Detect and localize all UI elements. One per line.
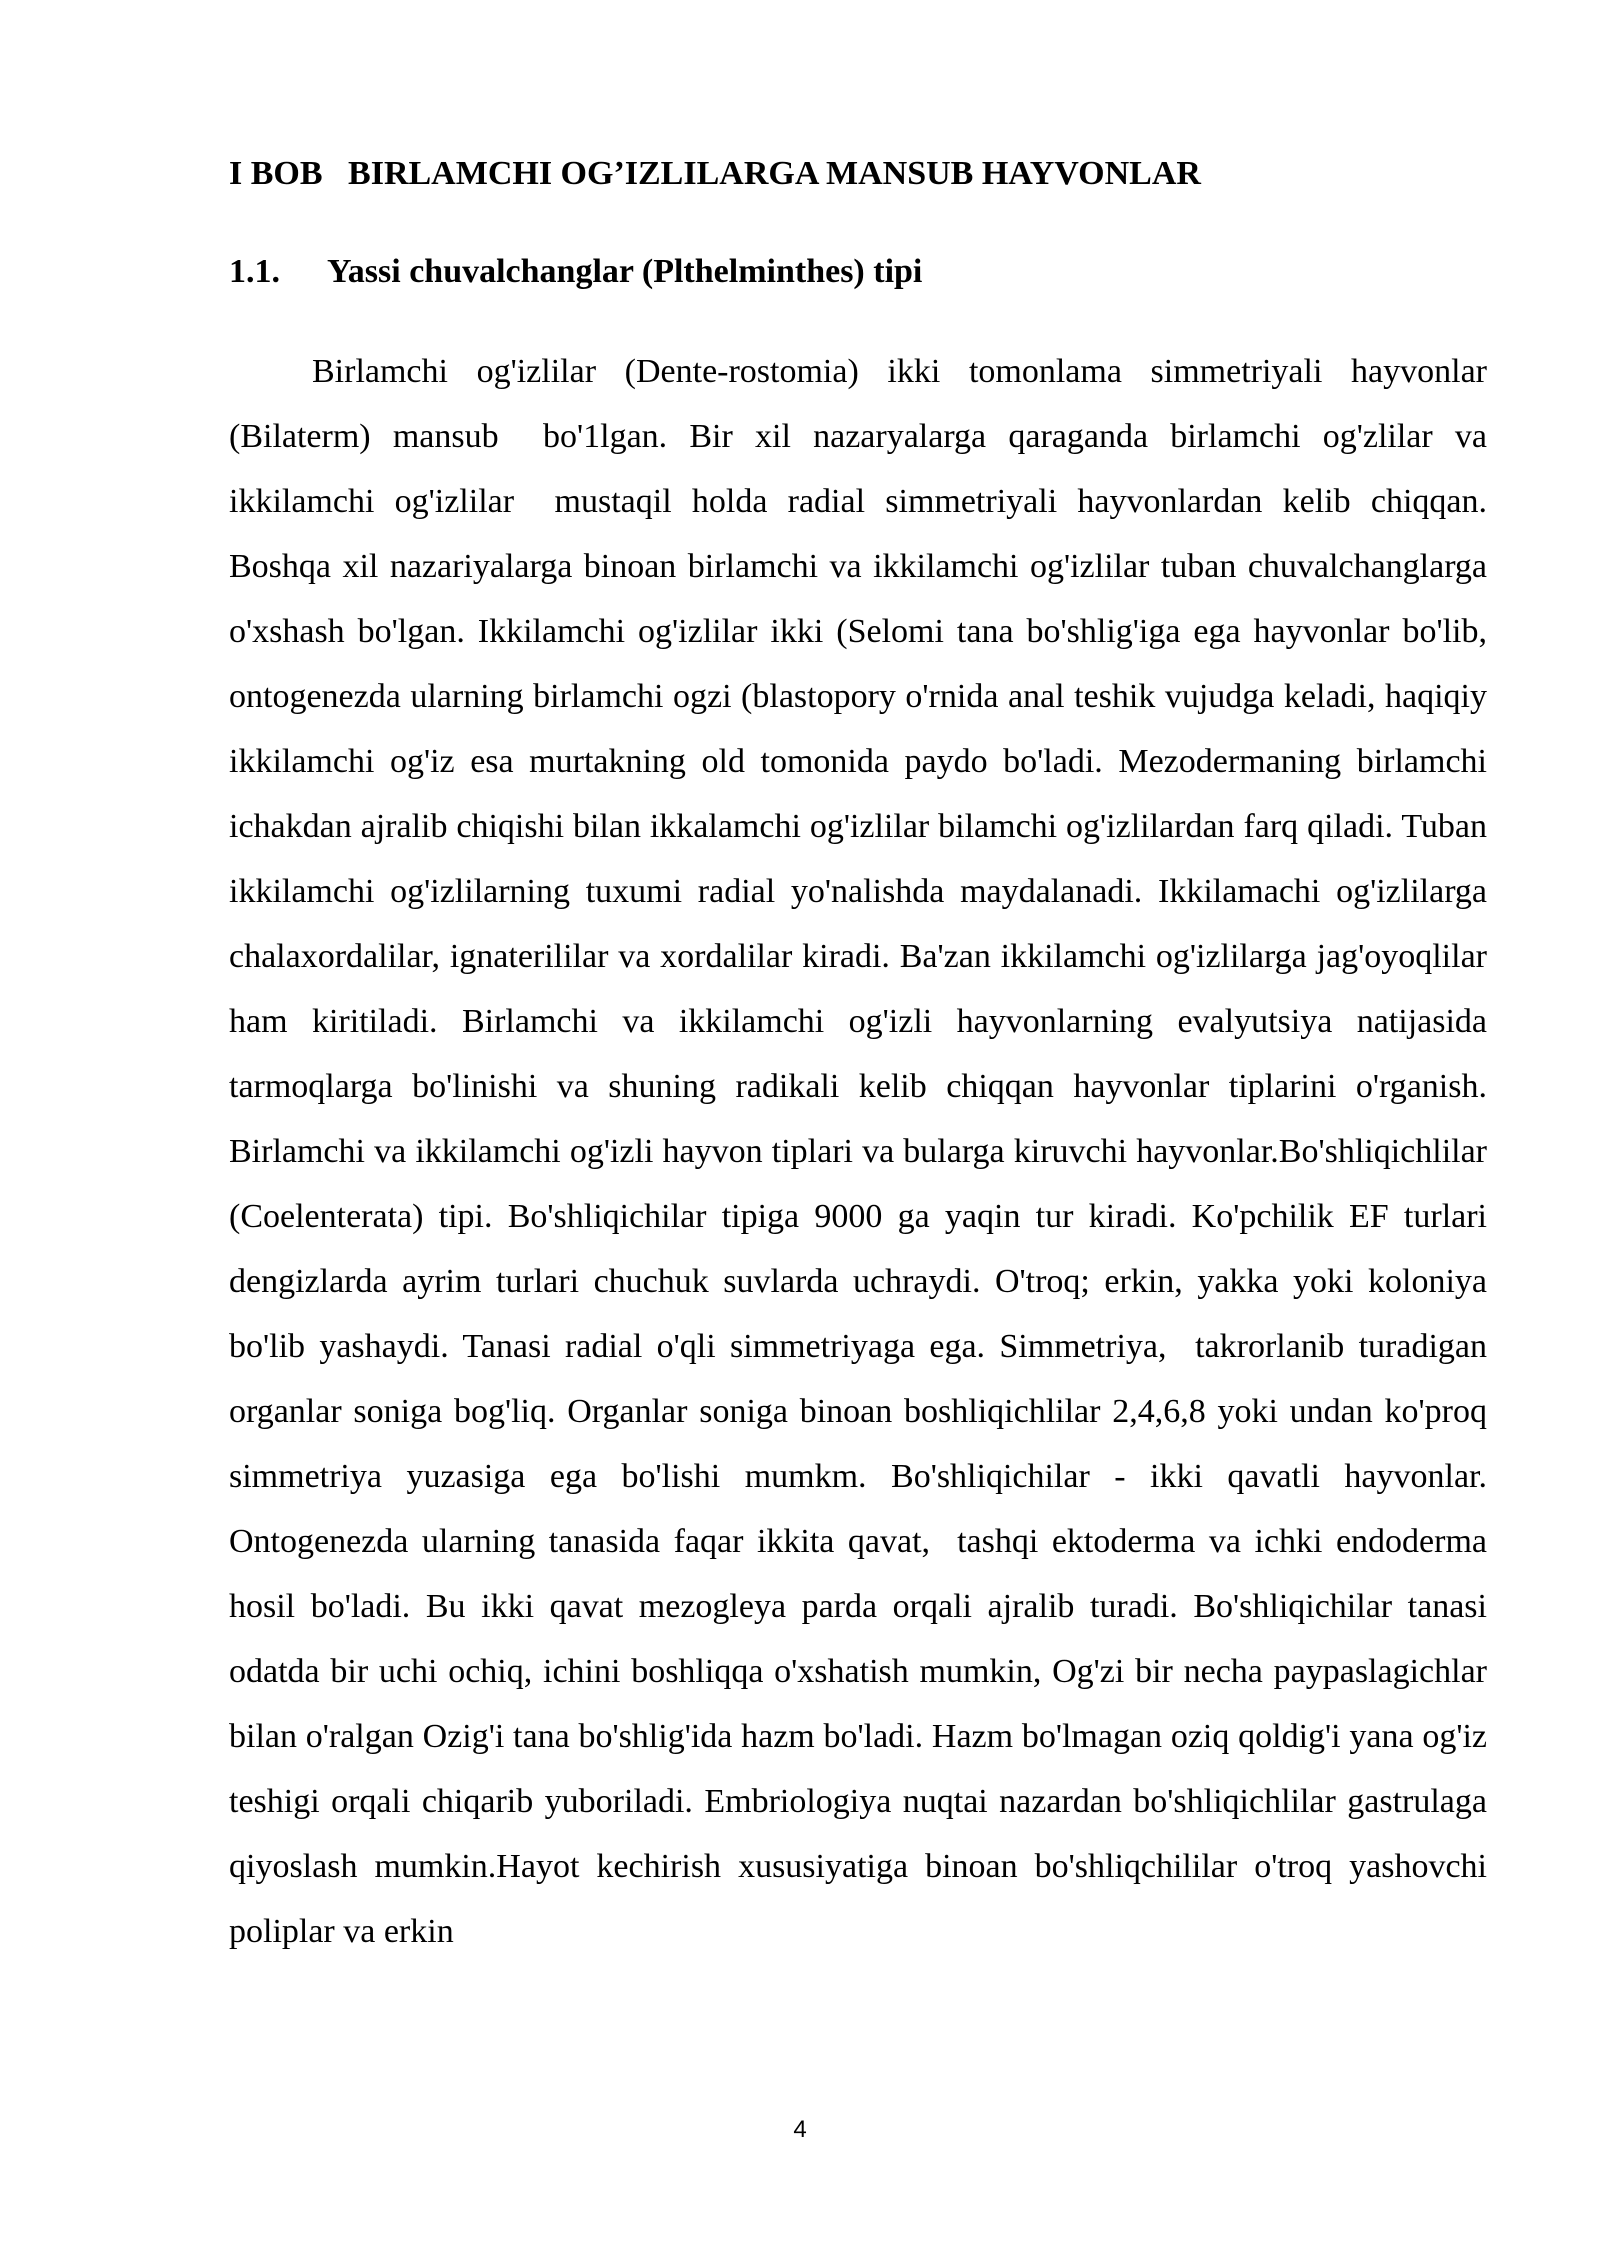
chapter-title: I BOB BIRLAMCHI OG’IZLILARGA MANSUB HAYVONLAR	[229, 155, 1201, 192]
section-title: Yassi chuvalchanglar (Plthelminthes) tipi	[327, 253, 923, 290]
section-heading	[229, 248, 1489, 296]
body-paragraph: Birlamchi og'izlilar (Dente-rostomia) ikki tomonlama simmetriyali hayvonlar (Bilaterm) mansub bo'1lgan. Bir xil nazaryalarga qaraganda birlamchi og'zlilar va ikkilamchi og'izlilar mustaqil holda radial simmetriyali hayvonlardan kelib chiqqan. Boshqa xil nazariyalarga binoan birlamchi va ikkilamchi og'izlilar tuban chuvalchanglarga o'xshash bo'lgan. Ikkilamchi og'izlilar ikki (Selomi tana bo'shlig'iga ega hayvonlar bo'lib, ontogenezda ularning birlamchi ogzi (blastopory o'rnida anal teshik vujudga keladi, haqiqiy ikkilamchi og'iz esa murtakning old tomonida paydo bo'ladi. Mezodermaning birlamchi ichakdan ajralib chiqishi bilan ikkalamchi og'izlilar bilamchi og'izlilardan farq qiladi. Tuban ikkilamchi og'izlilarning tuxumi radial yo'nalishda maydalanadi. Ikkilamachi og'izlilarga chalaxordalilar, ignaterililar va xordalilar kiradi. Ba'zan ikkilamchi og'izlilarga jag'oyoqlilar ham kiritiladi. Birlamchi va ikkilamchi og'izli hayvonlarning evalyutsiya natijasida tarmoqlarga bo'linishi va shuning radikali kelib chiqqan hayvonlar tiplarini o'rganish. Birlamchi va ikkilamchi og'izli hayvon tiplari va bularga kiruvchi hayvonlar.Bo'shliqichlilar (Coelenterata) tipi. Bo'shliqichilar tipiga 9000 ga yaqin tur kiradi. Ko'pchilik EF turlari dengizlarda ayrim turlari chuchuk suvlarda uchraydi. O'troq; erkin, yakka yoki koloniya bo'lib yashaydi. Tanasi radial o'qli simmetriyaga ega. Simmetriya, takrorlanib turadigan organlar soniga bog'liq. Organlar soniga binoan boshliqichlilar 2,4,6,8 yoki undan ko'proq simmetriya yuzasiga ega bo'lishi mumkm. Bo'shliqichilar - ikki qavatli hayvonlar. Ontogenezda ularning tanasida faqar ikkita qavat, tashqi ektoderma va ichki endoderma hosil bo'ladi. Bu ikki qavat mezogleya parda orqali ajralib turadi. Bo'shliqichilar tanasi odatda bir uchi ochiq, ichini boshliqqa o'xshatish mumkin, Og'zi bir necha paypaslagichlar bilan o'ralgan Ozig'i tana bo'shlig'ida hazm bo'ladi. Hazm bo'lmagan oziq qoldig'i yana og'iz teshigi orqali chiqarib yuboriladi. Embriologiya nuqtai nazardan bo'shliqichlilar gastrulaga qiyoslash mumkin.Hayot kechirish xususiyatiga binoan bo'shliqchililar o'troq yashovchi poliplar va erkin	[229, 353, 1496, 1950]
section-number: 1.1.	[229, 253, 280, 290]
page-number: 4	[793, 2116, 807, 2143]
